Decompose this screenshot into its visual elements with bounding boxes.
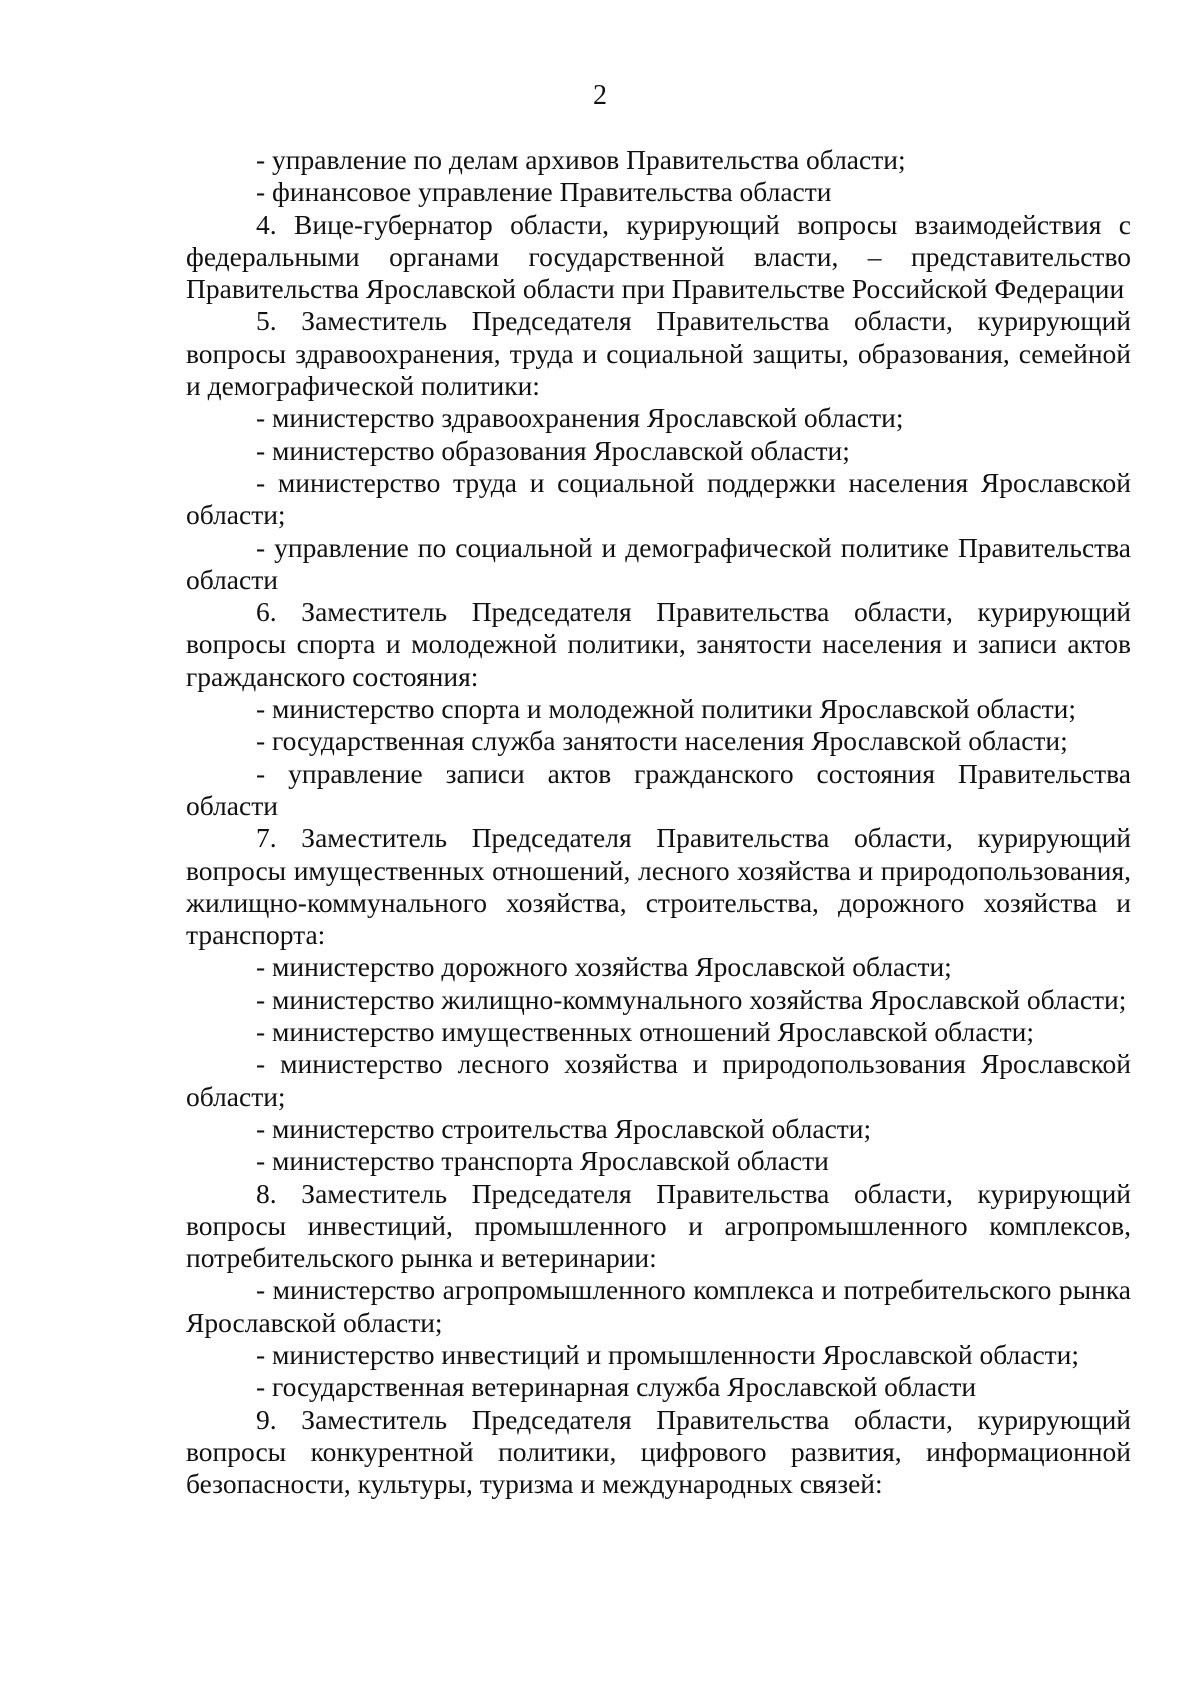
paragraph-property-ministry: - министерство имущественных отношений Ярославской области; — [256, 1016, 1034, 1048]
page-number: 2 — [593, 80, 607, 111]
paragraph-investment-ministry: - министерство инвестиций и промышленности Ярославской области; — [256, 1338, 1080, 1370]
paragraph-housing-ministry: - министерство жилищно-коммунального хозяйства Ярославской области; — [256, 983, 1127, 1015]
paragraph-civil-registry-department: - управление записи актов гражданского состояния Правительства области — [186, 757, 1131, 821]
paragraph-item-8: 8. Заместитель Председателя Правительства области, курирующий вопросы инвестиций, промышленного и агропромышленного комплексов, потребительского рынка и ветеринарии: — [186, 1177, 1131, 1274]
paragraph-forestry-ministry: - министерство лесного хозяйства и природопользования Ярославской области; — [186, 1048, 1131, 1112]
paragraph-archives-department: - управление по делам архивов Правительства области; — [256, 144, 906, 175]
paragraph-item-4: 4. Вице-губернатор области, курирующий вопросы взаимодействия с федеральными органами государственной власти, – представительство Правительства Ярославской области при Правительстве Российской Федерации — [186, 208, 1131, 305]
document-body — [186, 144, 1131, 1500]
paragraph-transport-ministry: - министерство транспорта Ярославской области — [256, 1145, 829, 1177]
paragraph-health-ministry: - министерство здравоохранения Ярославской области; — [256, 402, 904, 434]
paragraph-item-6: 6. Заместитель Председателя Правительства области, курирующий вопросы спорта и молодежной политики, занятости населения и записи актов гражданского состояния: — [186, 596, 1131, 692]
paragraph-construction-ministry: - министерство строительства Ярославской области; — [256, 1112, 872, 1144]
paragraph-social-policy-department: - управление по социальной и демографической политике Правительства области — [186, 531, 1131, 595]
paragraph-education-ministry: - министерство образования Ярославской области; — [256, 434, 850, 466]
paragraph-agro-ministry: - министерство агропромышленного комплекса и потребительского рынка Ярославской области; — [186, 1274, 1131, 1338]
paragraph-item-7: 7. Заместитель Председателя Правительства области, курирующий вопросы имущественных отношений, лесного хозяйства и природопользования, жилищно-коммунального хозяйства, строительства, дорожного хозяйства и транспорта: — [186, 822, 1131, 951]
paragraph-item-9: 9. Заместитель Председателя Правительства области, курирующий вопросы конкурентной политики, цифрового развития, информационной безопасности, культуры, туризма и международных связей: — [186, 1403, 1131, 1500]
paragraph-labor-ministry: - министерство труда и социальной поддержки населения Ярославской области; — [186, 466, 1131, 531]
paragraph-employment-service: - государственная служба занятости населения Ярославской области; — [256, 725, 1068, 757]
paragraph-item-5: 5. Заместитель Председателя Правительства области, курирующий вопросы здравоохранения, труда и социальной защиты, образования, семейной и демографической политики: — [186, 305, 1131, 402]
paragraph-finance-department: - финансовое управление Правительства области — [256, 176, 832, 208]
paragraph-veterinary-service: - государственная ветеринарная служба Ярославской области — [256, 1371, 977, 1403]
paragraph-roads-ministry: - министерство дорожного хозяйства Ярославской области; — [256, 951, 952, 983]
paragraph-sport-ministry: - министерство спорта и молодежной политики Ярославской области; — [256, 693, 1077, 725]
